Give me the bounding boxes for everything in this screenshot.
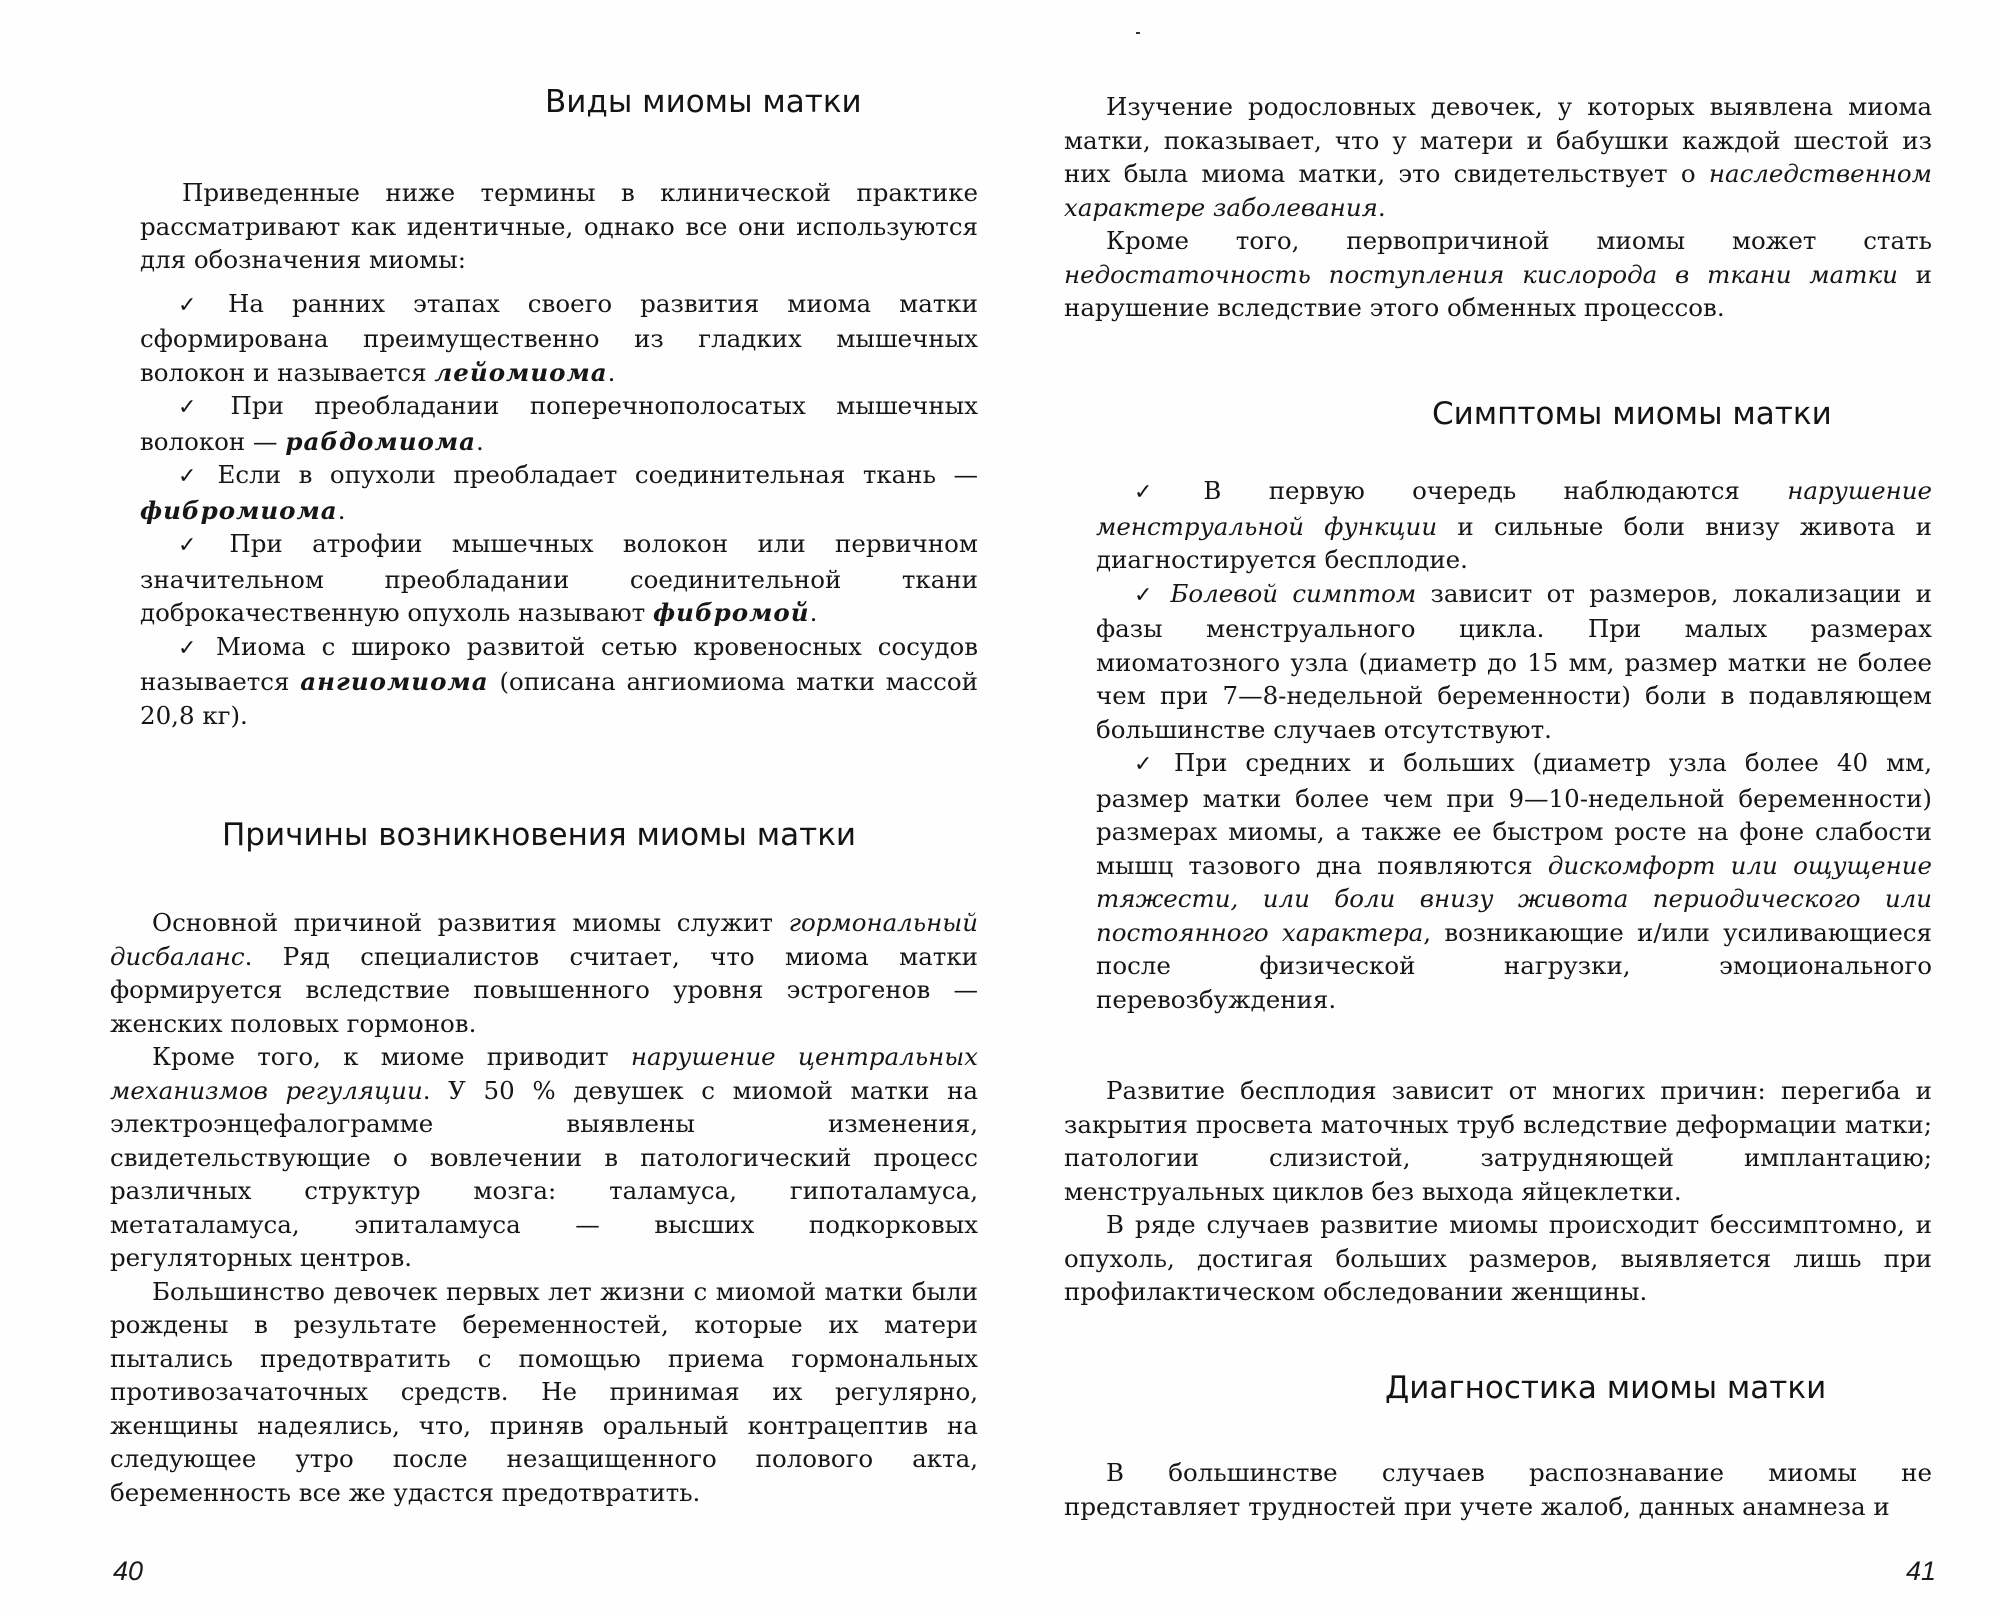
right-infertility-section — [1064, 1074, 1932, 1309]
emphasis: Болевой симптом — [1170, 578, 1417, 608]
term-leiomyoma: лейомиома — [434, 357, 608, 387]
paragraph: Основной причиной развития миомы служит гормональный дисбаланс. Ряд специалистов считает, что миома матки формируется вследствие повышенного уровня эстрогенов — женских половых гормонов. — [110, 908, 978, 1038]
list-item: ✓ При атрофии мышечных волокон или первичном значительном преобладании соединительной ткани доброкачественную опухоль называют фибромой. — [140, 529, 978, 627]
list-item: ✓ При средних и больших (диаметр узла более 40 мм, размер матки более чем при 9—10-недельной беременности) размерах миомы, а также ее быстром росте на фоне слабости мышц тазового дна появляются дискомфорт или ощущение тяжести, или боли внизу живота периодического или постоянного характера, возникающие и/или усиливающиеся после физической нагрузки, эмоционального перевозбуждения. — [1096, 748, 1933, 1014]
list-item: ✓ Если в опухоли преобладает соединительная ткань — фибромиома. — [140, 460, 978, 525]
right-symptoms-list — [1096, 474, 1932, 1016]
page-number-right: 41 — [1906, 1556, 1937, 1586]
left-causes-section — [110, 906, 978, 1509]
checkmark-icon: ✓ — [1134, 752, 1153, 777]
right-page — [1000, 0, 2000, 1616]
page-number-left: 40 — [113, 1556, 144, 1586]
checkmark-icon: ✓ — [178, 292, 197, 318]
checkmark-icon: ✓ — [1134, 480, 1153, 505]
paragraph: В большинстве случаев распознавание миомы не представляет трудностей при учете жалоб, данных анамнеза и — [1064, 1458, 1932, 1521]
intro-paragraph: Приведенные ниже термины в клинической практике рассматривают как идентичные, однако все они используются для обозначения миомы: — [140, 178, 978, 274]
paragraph: Кроме того, первопричиной миомы может стать недостаточность поступления кислорода в ткани матки и нарушение вследствие этого обменных процессов. — [1064, 226, 1932, 322]
emphasis: наследственном характере заболевания — [1064, 159, 1932, 222]
paragraph: Большинство девочек первых лет жизни с миомой матки были рождены в результате беременностей, которые их матери пытались предотвратить с помощью приема гормональных противозачаточных средств. Не принимая их регулярно, женщины надеялись, что, приняв оральный контрацептив на следующее утро после незащищенного полового акта, беременность все же удастся предотвратить. — [110, 1276, 978, 1507]
list-item: ✓ При преобладании поперечнополосатых мышечных волокон — рабдомиома. — [140, 391, 978, 456]
checkmark-icon: ✓ — [178, 395, 197, 420]
paragraph: Развитие бесплодия зависит от многих причин: перегиба и закрытия просвета маточных труб вследствие деформации матки; патологии слизистой, затрудняющей имплантацию; менструальных циклов без выхода яйцеклетки. — [1064, 1076, 1932, 1206]
heading-types-of-myoma: Виды миомы матки — [545, 84, 862, 120]
emphasis: гормональный дисбаланс — [110, 908, 978, 971]
checkmark-icon: ✓ — [1134, 582, 1153, 608]
right-heredity-section — [1064, 90, 1932, 325]
print-speck — [1136, 32, 1140, 34]
emphasis: недостаточность поступления кислорода в ткани матки — [1064, 259, 1898, 289]
emphasis: нарушение менструальной функции — [1096, 476, 1932, 541]
term-angiomyoma: ангиомиома — [300, 667, 489, 696]
heading-diagnostics: Диагностика миомы матки — [1385, 1370, 1827, 1406]
checkmark-icon: ✓ — [178, 464, 197, 489]
heading-causes: Причины возникновения миомы матки — [222, 817, 857, 853]
list-item: ✓ В первую очередь наблюдаются нарушение менструальной функции и сильные боли внизу живота и диагностируется бесплодие. — [1096, 476, 1932, 574]
term-fibromyoma: фибромиома — [140, 495, 338, 525]
heading-symptoms: Симптомы миомы матки — [1432, 396, 1832, 432]
checkmark-icon: ✓ — [178, 533, 197, 558]
term-rhabdomyoma: рабдомиома — [285, 426, 477, 456]
checkmark-icon: ✓ — [178, 635, 197, 661]
paragraph: Кроме того, к миоме приводит нарушение центральных механизмов регуляции. У 50 % девушек с миомой матки на электроэнцефалограмме выявлены изменения, свидетельствующие о вовлечении в патологический процесс различных структур мозга: таламуса, гипоталамуса, метаталамуса, эпиталамуса — высших подкорковых регуляторных центров. — [110, 1042, 978, 1272]
list-item: ✓ Миома с широко развитой сетью кровеносных сосудов называется ангиомиома (описана ангиомиома матки массой 20,8 кг). — [140, 631, 978, 730]
list-item: ✓ Болевой симптом зависит от размеров, локализации и фазы менструального цикла. При малых размерах миоматозного узла (диаметр до 15 мм, размер матки не более чем при 7—8-недельной беременности) боли в подавляющем большинстве случаев отсутствуют. — [1096, 578, 1932, 744]
paragraph: Изучение родословных девочек, у которых выявлена миома матки, показывает, что у матери и бабушки каждой шестой из них была миома матки, это свидетельствует о наследственном характере заболевания. — [1064, 92, 1932, 222]
emphasis: нарушение центральных механизмов регуляции — [110, 1042, 978, 1105]
right-diagnostics-section — [1064, 1456, 1932, 1523]
left-types-section — [140, 176, 978, 732]
list-item: ✓ На ранних этапах своего развития миома матки сформирована преимущественно из гладких мышечных волокон и называется лейомиома. — [140, 288, 978, 387]
paragraph: В ряде случаев развитие миомы происходит бессимптомно, и опухоль, достигая больших размеров, выявляется лишь при профилактическом обследовании женщины. — [1064, 1210, 1932, 1306]
term-fibroma: фибромой — [653, 598, 810, 627]
emphasis: дискомфорт или ощущение тяжести, или боли внизу живота периодического или постоянного характера — [1096, 850, 1932, 947]
